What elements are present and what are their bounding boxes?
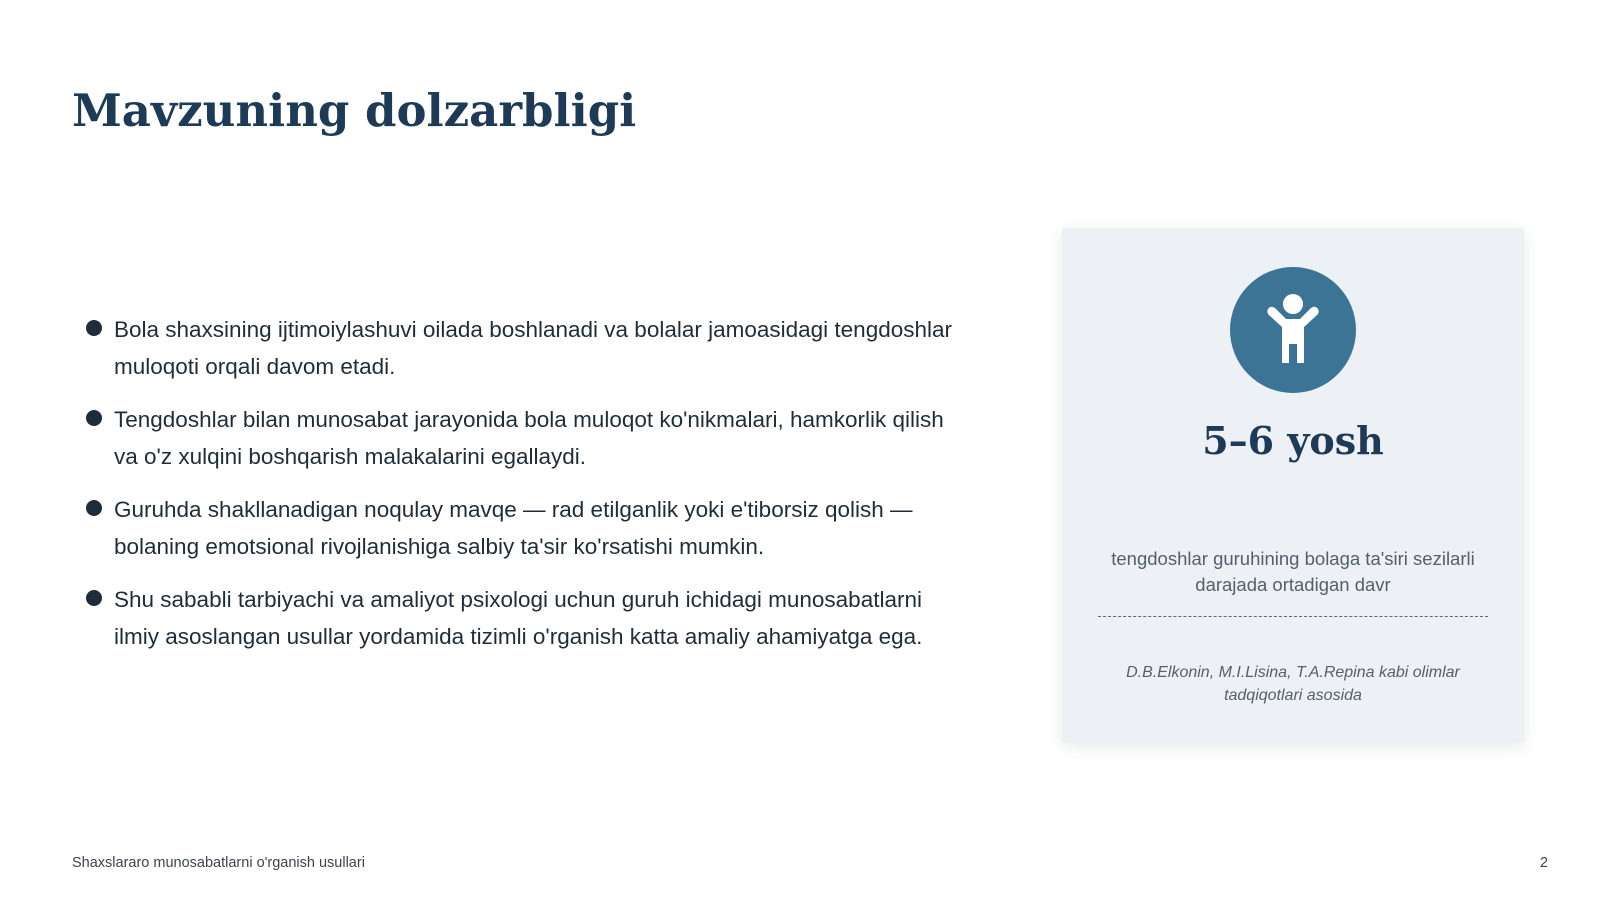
bullet-text: Tengdoshlar bilan munosabat jarayonida bola muloqot ko'nikmalari, hamkorlik qilish va o'z xulqini boshqarish malakalarini egallaydi. xyxy=(114,407,944,469)
bullet-list xyxy=(86,312,966,672)
child-icon xyxy=(1230,267,1356,393)
age-description: tengdoshlar guruhining bolaga ta'siri sezilarli darajada ortadigan davr xyxy=(1111,548,1475,595)
bullet-text: Shu sababli tarbiyachi va amaliyot psixologi uchun guruh ichidagi munosabatlarni ilmiy asoslangan usullar yordamida tizimli o'rganish katta amaliy ahamiyatga ega. xyxy=(114,587,923,649)
footer-text: Shaxslararo munosabatlarni o'rganish usullari xyxy=(72,855,365,871)
bullet-dot-icon xyxy=(86,320,102,336)
bullet-item xyxy=(86,402,966,475)
dashed-divider xyxy=(1098,616,1488,617)
bullet-dot-icon xyxy=(86,500,102,516)
age-info-card xyxy=(1062,228,1524,743)
bullet-item xyxy=(86,312,966,385)
page-number: 2 xyxy=(1539,855,1548,871)
bullet-item xyxy=(86,492,966,565)
bullet-text: Bola shaxsining ijtimoiylashuvi oilada boshlanadi va bolalar jamoasidagi tengdoshlar muloqoti orqali davom etadi. xyxy=(114,317,953,379)
bullet-text: Guruhda shakllanadigan noqulay mavqe — rad etilganlik yoki e'tiborsiz qolish — bolaning emotsional rivojlanishiga salbiy ta'sir ko'rsatishi mumkin. xyxy=(114,497,913,559)
bullet-item xyxy=(86,582,966,655)
slide-title: Mavzuning dolzarbligi xyxy=(72,84,637,137)
age-value: 5–6 yosh xyxy=(1202,418,1384,463)
bullet-dot-icon xyxy=(86,410,102,426)
bullet-dot-icon xyxy=(86,590,102,606)
source-note: D.B.Elkonin, M.I.Lisina, T.A.Repina kabi olimlar tadqiqotlari asosida xyxy=(1126,664,1460,704)
